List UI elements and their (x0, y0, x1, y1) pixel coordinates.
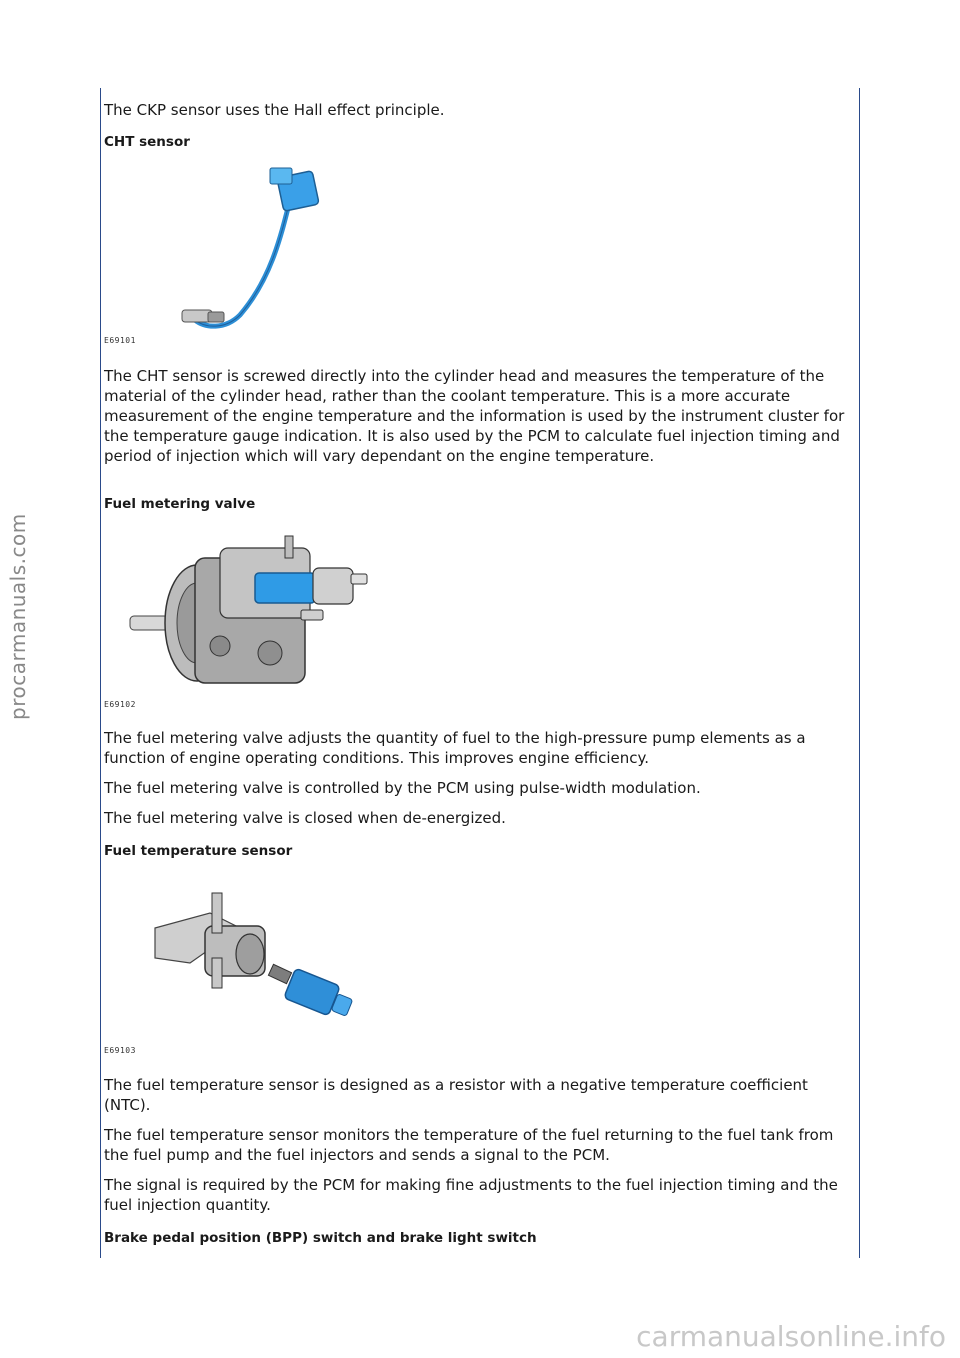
section-heading-fuel-metering-valve: Fuel metering valve (104, 496, 256, 512)
paragraph: The fuel temperature sensor is designed as a resistor with a negative temperature coefficient (NTC). (104, 1076, 808, 1114)
fuel-temp-sensor-illustration (150, 888, 360, 1028)
cht-sensor-illustration (170, 160, 350, 340)
section-heading-cht: CHT sensor (104, 134, 190, 150)
paragraph: The fuel temperature sensor monitors the temperature of the fuel returning to the fuel tank from the fuel pump and the fuel injectors and sends a signal to the PCM. (104, 1126, 834, 1164)
section-heading-fuel-temperature-sensor: Fuel temperature sensor (104, 843, 293, 859)
section-heading-brake-pedal-switch: Brake pedal position (BPP) switch and brake light switch (104, 1230, 537, 1246)
fts-heading-block (104, 842, 856, 860)
cht-description (104, 366, 856, 466)
figure-code: E69101 (104, 336, 136, 345)
cht-heading-block (104, 133, 856, 151)
fts-description (104, 1075, 856, 1215)
fmv-description (104, 728, 856, 828)
paragraph: The signal is required by the PCM for making fine adjustments to the fuel injection timing and the fuel injection quantity. (104, 1176, 838, 1214)
intro-paragraph: The CKP sensor uses the Hall effect principle. (104, 101, 445, 119)
paragraph: The fuel metering valve is controlled by the PCM using pulse-width modulation. (104, 779, 701, 797)
intro-block (104, 100, 856, 120)
paragraph: The fuel metering valve is closed when de-energized. (104, 809, 506, 827)
fuel-pump-illustration (125, 528, 375, 693)
bottom-watermark: carmanualsonline.info (636, 1320, 946, 1353)
left-border-line (100, 88, 101, 1258)
paragraph: The CHT sensor is screwed directly into the cylinder head and measures the temperature of the material of the cylinder head, rather than the coolant temperature. This is a more accurate measurement of the engine temperature and the information is used by the instrument cluster for the temperature gauge indication. It is also used by the PCM to calculate fuel injection timing and period of injection which will vary dependant on the engine temperature. (104, 367, 845, 465)
bpp-heading-block (104, 1229, 856, 1247)
figure-code: E69103 (104, 1046, 136, 1055)
figure-code: E69102 (104, 700, 136, 709)
side-watermark: procarmanuals.com (6, 513, 30, 720)
paragraph: The fuel metering valve adjusts the quantity of fuel to the high-pressure pump elements as a function of engine operating conditions. This improves engine efficiency. (104, 729, 806, 767)
fmv-heading-block (104, 495, 856, 513)
right-border-line (859, 88, 860, 1258)
